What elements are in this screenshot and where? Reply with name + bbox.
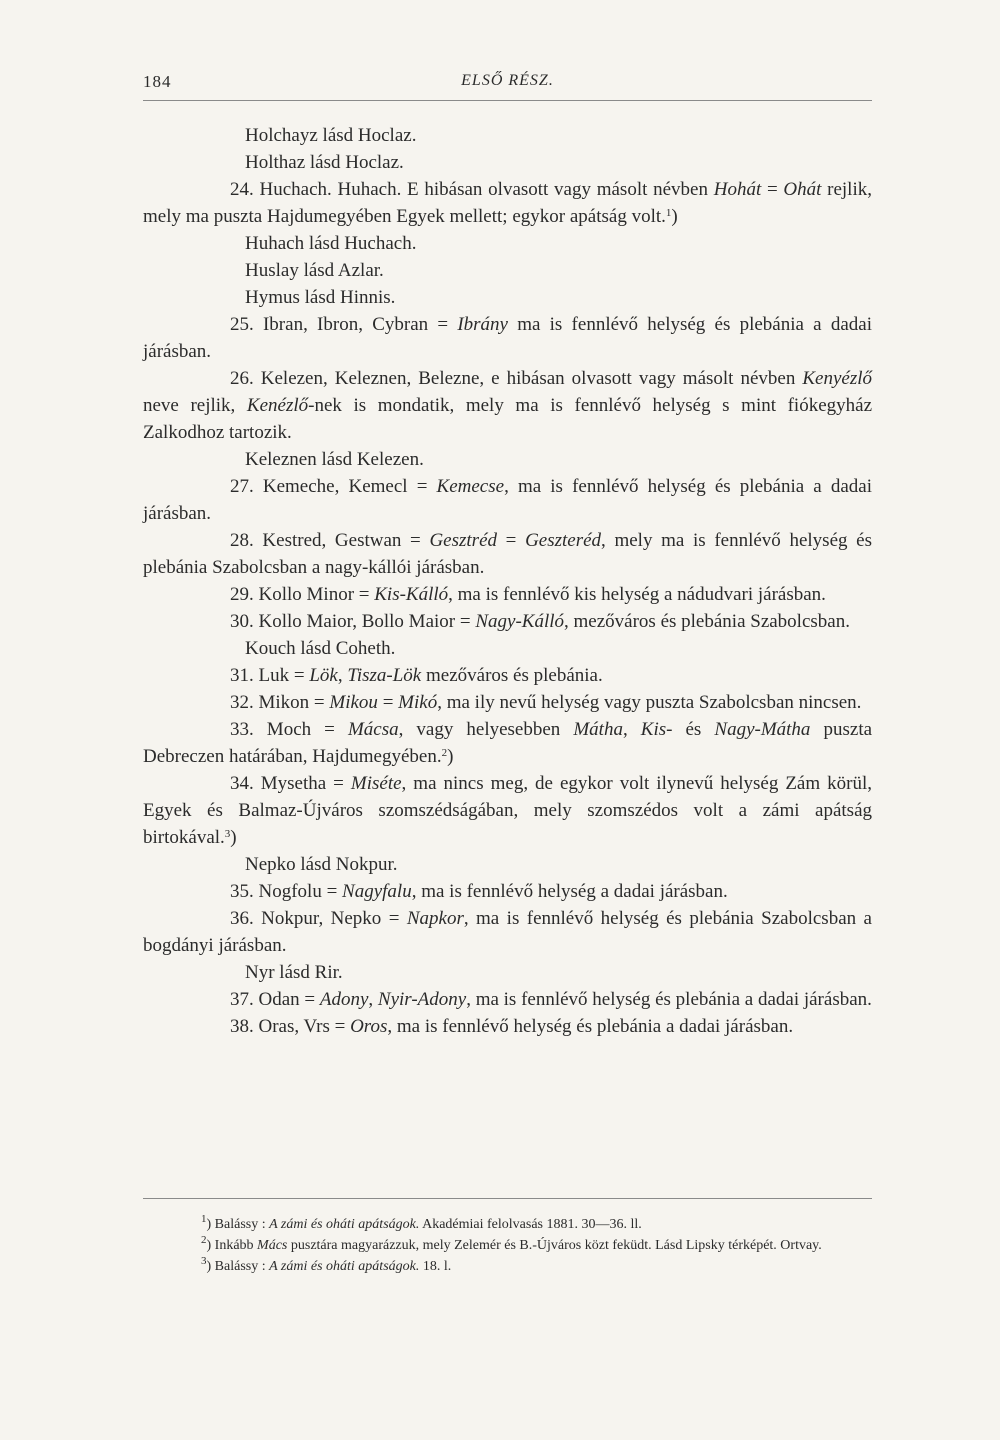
running-title: ELSŐ RÉSZ. [461,72,554,89]
text-run: , mezőváros és plebánia Szabolcsban. [564,611,850,632]
place-entry [143,176,872,230]
italic-place-name: Kis-Kálló [374,584,449,605]
italic-place-name: Nagyfalu [342,881,412,902]
text-run: , ma is fennlévő helység és plebánia a dadai járásban. [143,476,872,524]
text-run: , mely ma is fennlévő helység és plebánia Szabolcsban a nagy-kállói járásban. [143,530,872,578]
text-run: ma is fennlévő helység és plebánia a dadai járásban. [143,314,872,362]
text-run: ) [447,746,454,767]
cross-reference: Nyr lásd Rir. [245,962,343,983]
text-run: puszta Debreczen határában, Hajdumegyében. [143,719,873,767]
text-run: 25. Ibran, Ibron, Cybran = [230,314,458,335]
text-run: ) [671,206,678,227]
italic-place-name: A zámi és oháti apátságok. [269,1259,420,1274]
cross-reference: Nepko lásd Nokpur. [245,854,398,875]
text-run: 37. Odan = [230,989,320,1010]
text-run: 28. Kestred, Gestwan = [230,530,430,551]
text-run: 27. Kemeche, Kemecl = [230,476,437,497]
italic-place-name: Adony [319,989,369,1010]
italic-place-name: Hohát [713,179,762,200]
footnote-divider [143,1198,872,1199]
footnote-ref: 2 [441,747,448,759]
place-entry [143,473,872,527]
footnote-ref: 3 [224,828,231,840]
text-run: , ma is fennlévő helység és plebánia a dadai járásban. [466,989,872,1010]
text-run: , ma is fennlévő helység és plebánia a dadai járásban. [387,1016,794,1037]
text-run: , [622,719,641,740]
italic-place-name: Kis- [640,719,673,740]
text-run: 38. Oras, Vrs = [230,1016,351,1037]
italic-place-name: Mács [257,1238,288,1253]
main-text [143,122,872,1040]
text-run: , ma is fennlévő kis helység a nádudvari járásban. [448,584,826,605]
italic-place-name: Oros [350,1016,388,1037]
text-run: Akadémiai felolvasás 1881. 30—36. ll. [419,1217,642,1232]
text-run: pusztára magyarázzuk, mely Zelemér és B.-Újváros közt feküdt. Lásd Lipsky térképét. Ortvay. [287,1238,822,1253]
italic-place-name: Geszteréd [525,530,602,551]
text-run: 35. Nogfolu = [230,881,343,902]
place-entry [143,662,872,689]
text-run: , ma is fennlévő helység a dadai járásban. [411,881,728,902]
text-run: ) Balássy : [206,1259,270,1274]
place-entry [143,1013,872,1040]
italic-place-name: Nagy-Mátha [714,719,811,740]
place-entry [143,365,872,446]
page-header [143,70,872,101]
place-entry [143,689,872,716]
place-entry [143,905,872,959]
text-run: mezőváros és plebánia. [421,665,603,686]
footnote [143,1214,872,1235]
text-run: 30. Kollo Maior, Bollo Maior = [230,611,476,632]
text-run: 31. Luk = [230,665,310,686]
place-entry [143,770,872,851]
cross-reference: Kouch lásd Coheth. [245,638,396,659]
cross-reference: Huslay lásd Azlar. [245,260,384,281]
italic-place-name: Kenézlő [246,395,309,416]
text-run: 18. l. [419,1259,452,1274]
text-run: = [377,692,399,713]
footnote-ref: 3 [201,1255,207,1267]
text-run: , [337,665,348,686]
text-run: 24. Huchach. Huhach. E hibásan olvasott vagy másolt névben [230,179,714,200]
footnote-ref: 1 [665,207,672,219]
italic-place-name: Tisza-Lök [347,665,422,686]
text-run: , [368,989,378,1010]
place-entry [143,581,872,608]
text-run: neve rejlik, [143,395,247,416]
place-entry [143,527,872,581]
italic-place-name: Ohát [783,179,822,200]
italic-place-name: Gesztréd [429,530,498,551]
text-run: 26. Kelezen, Keleznen, Belezne, e hibásan olvasott vagy másolt névben [230,368,803,389]
text-run: , ma nincs meg, de egykor volt ilynevű helység Zám körül, Egyek és Balmaz-Újváros szomszédságában, mely szomszédos volt a zámi apátság birtokával. [143,773,872,848]
cross-reference: Hymus lásd Hinnis. [245,287,396,308]
text-run: = [761,179,784,200]
footnote-ref: 2 [201,1234,207,1246]
footnote [143,1256,872,1277]
text-run: , ma is fennlévő helység és plebánia Szabolcsban a bogdányi járásban. [143,908,872,956]
text-run: ) Balássy : [206,1217,270,1232]
text-run: 36. Nokpur, Nepko = [230,908,407,929]
italic-place-name: Nyir-Adony [377,989,467,1010]
italic-place-name: A zámi és oháti apátságok. [269,1217,420,1232]
cross-reference: Huhach lásd Huchach. [245,233,417,254]
cross-reference: Keleznen lásd Kelezen. [245,449,424,470]
text-run: 33. Moch = [230,719,348,740]
italic-place-name: Mikou [329,692,378,713]
text-run: -nek is mondatik, mely ma is fennlévő helység s mint fiókegyház Zalkodhoz tartozik. [143,395,872,443]
italic-place-name: Miséte [350,773,402,794]
text-run: , ma ily nevű helység vagy puszta Szabolcsban nincsen. [437,692,862,713]
place-entry [143,878,872,905]
text-run: rejlik, mely ma puszta Hajdumegyében Egyek mellett; egykor apátság volt. [143,179,872,227]
place-entry [143,716,872,770]
italic-place-name: Kemecse [436,476,505,497]
cross-reference: Holchayz lásd Hoclaz. [245,125,417,146]
place-entry [143,608,872,635]
text-run: = [497,530,526,551]
italic-place-name: Kenyézlő [802,368,872,389]
place-entry [143,986,872,1013]
place-entry [143,311,872,365]
italic-place-name: Ibrány [457,314,508,335]
text-run: , vagy helyesebben [398,719,574,740]
italic-place-name: Mácsa [347,719,399,740]
text-run: ) [230,827,237,848]
text-run: ) Inkább [206,1238,258,1253]
text-run: és [672,719,715,740]
cross-reference: Holthaz lásd Hoclaz. [245,152,404,173]
footnotes [143,1214,872,1277]
italic-place-name: Napkor [406,908,464,929]
text-run: 29. Kollo Minor = [230,584,375,605]
italic-place-name: Mátha [573,719,623,740]
footnote [143,1235,872,1256]
footnote-ref: 1 [201,1213,207,1225]
page-number: 184 [143,72,172,91]
italic-place-name: Lök [309,665,338,686]
text-run: 34. Mysetha = [230,773,351,794]
italic-place-name: Mikó [398,692,438,713]
italic-place-name: Nagy-Kálló [475,611,565,632]
text-run: 32. Mikon = [230,692,330,713]
